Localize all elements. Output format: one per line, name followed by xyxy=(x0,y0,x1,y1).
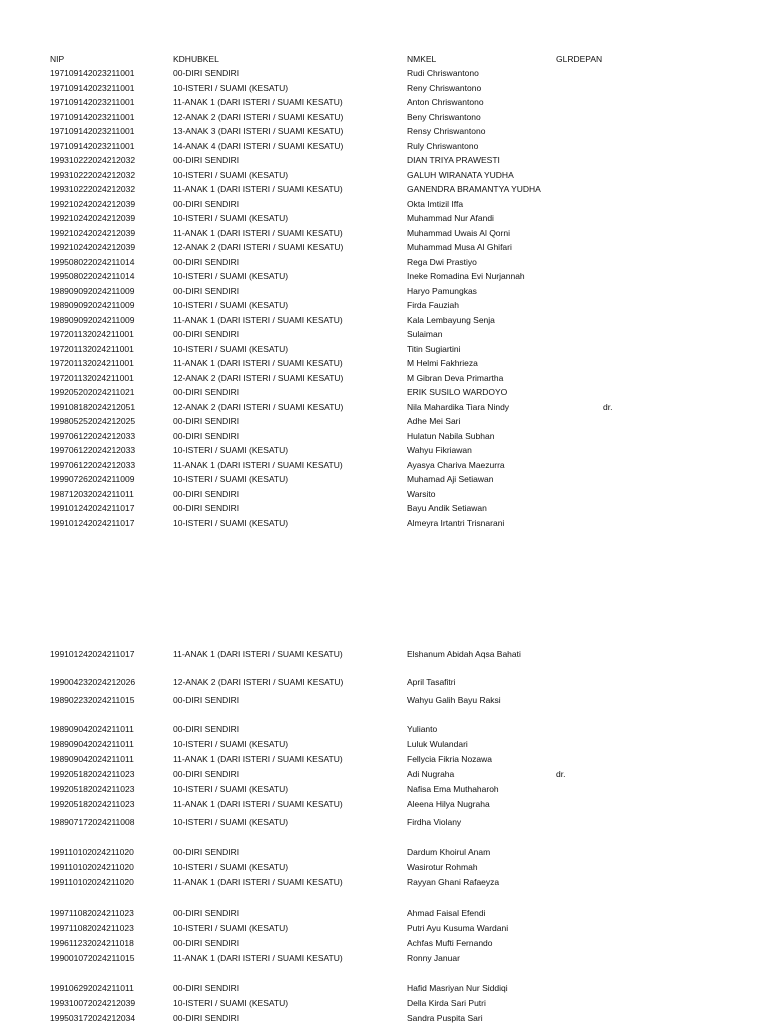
cell-nip: 199205182024211023 xyxy=(50,769,135,779)
table-row xyxy=(0,860,768,874)
cell-kdhubkel: 11-ANAK 1 (DARI ISTERI / SUAMI KESATU) xyxy=(173,228,343,238)
table-row xyxy=(0,342,768,356)
cell-nip: 199503172024212034 xyxy=(50,1013,136,1023)
cell-nip: 199101242024211017 xyxy=(50,649,135,659)
cell-kdhubkel: 11-ANAK 1 (DARI ISTERI / SUAMI KESATU) xyxy=(173,184,343,194)
cell-nip: 199110102024211020 xyxy=(50,862,134,872)
cell-nip: 199711082024211023 xyxy=(50,923,134,933)
cell-kdhubkel: 11-ANAK 1 (DARI ISTERI / SUAMI KESATU) xyxy=(173,315,343,325)
cell-nmkel: Ahmad Faisal Efendi xyxy=(407,908,486,918)
cell-kdhubkel: 11-ANAK 1 (DARI ISTERI / SUAMI KESATU) xyxy=(173,460,343,470)
cell-nmkel: Aleena Hilya Nugraha xyxy=(407,799,490,809)
cell-kdhubkel: 10-ISTERI / SUAMI (KESATU) xyxy=(173,300,289,310)
table-row xyxy=(0,921,768,935)
cell-kdhubkel: 12-ANAK 2 (DARI ISTERI / SUAMI KESATU) xyxy=(173,677,344,687)
cell-kdhubkel: 12-ANAK 2 (DARI ISTERI / SUAMI KESATU) xyxy=(173,112,344,122)
table-row xyxy=(0,458,768,472)
table-row xyxy=(0,298,768,312)
cell-nip: 197201132024211001 xyxy=(50,329,134,339)
cell-nip: 199205182024211023 xyxy=(50,799,135,809)
table-row xyxy=(0,240,768,254)
cell-nmkel: Almeyra Irtantri Trisnarani xyxy=(407,518,505,528)
cell-kdhubkel: 00-DIRI SENDIRI xyxy=(173,199,240,209)
table-row xyxy=(0,722,768,736)
cell-kdhubkel: 00-DIRI SENDIRI xyxy=(173,983,240,993)
cell-kdhubkel: 11-ANAK 1 (DARI ISTERI / SUAMI KESATU) xyxy=(173,649,343,659)
table-row xyxy=(0,197,768,211)
cell-nmkel: Ineke Romadina Evi Nurjannah xyxy=(407,271,525,281)
cell-nip: 198909042024211011 xyxy=(50,754,134,764)
cell-nmkel: Rega Dwi Prastiyo xyxy=(407,257,477,267)
table-row xyxy=(0,516,768,530)
table-row xyxy=(0,168,768,182)
table-row xyxy=(0,356,768,370)
cell-kdhubkel: 00-DIRI SENDIRI xyxy=(173,724,240,734)
cell-kdhubkel: 00-DIRI SENDIRI xyxy=(173,769,240,779)
cell-nmkel: Wasirotur Rohmah xyxy=(407,862,478,872)
cell-nmkel: M Gibran Deva Primartha xyxy=(407,373,504,383)
table-row xyxy=(0,385,768,399)
table-row xyxy=(0,936,768,950)
table-row xyxy=(0,501,768,515)
table-row xyxy=(0,153,768,167)
cell-kdhubkel: 00-DIRI SENDIRI xyxy=(173,1013,240,1023)
cell-kdhubkel: 12-ANAK 2 (DARI ISTERI / SUAMI KESATU) xyxy=(173,373,344,383)
table-row xyxy=(0,981,768,995)
cell-kdhubkel: 00-DIRI SENDIRI xyxy=(173,847,240,857)
table-row xyxy=(0,782,768,796)
cell-nmkel: Wahyu Fikriawan xyxy=(407,445,472,455)
table-row xyxy=(0,906,768,920)
cell-nmkel: Bayu Andik Setiawan xyxy=(407,503,487,513)
cell-nip: 199310222024212032 xyxy=(50,184,136,194)
cell-nmkel: Anton Chriswantono xyxy=(407,97,484,107)
cell-nip: 198909092024211009 xyxy=(50,315,135,325)
cell-kdhubkel: 00-DIRI SENDIRI xyxy=(173,155,240,165)
cell-nmkel: Rudi Chriswantono xyxy=(407,68,479,78)
cell-nmkel: Elshanum Abidah Aqsa Bahati xyxy=(407,649,521,659)
cell-nmkel: Ayasya Chariva Maezurra xyxy=(407,460,505,470)
table-row xyxy=(0,414,768,428)
cell-nip: 199210242024212039 xyxy=(50,199,136,209)
cell-nmkel: GANENDRA BRAMANTYA YUDHA xyxy=(407,184,541,194)
table-row xyxy=(0,284,768,298)
cell-nip: 199907262024211009 xyxy=(50,474,135,484)
cell-kdhubkel: 00-DIRI SENDIRI xyxy=(173,387,240,397)
cell-nmkel: Muhammad Musa Al Ghifari xyxy=(407,242,512,252)
cell-kdhubkel: 10-ISTERI / SUAMI (KESATU) xyxy=(173,271,289,281)
table-row xyxy=(0,182,768,196)
cell-kdhubkel: 00-DIRI SENDIRI xyxy=(173,416,240,426)
cell-kdhubkel: 10-ISTERI / SUAMI (KESATU) xyxy=(173,862,289,872)
cell-nmkel: Kala Lembayung Senja xyxy=(407,315,495,325)
cell-nip: 199310222024212032 xyxy=(50,170,136,180)
cell-nip: 199004232024212026 xyxy=(50,677,136,687)
cell-nip: 198909092024211009 xyxy=(50,286,135,296)
cell-kdhubkel: 10-ISTERI / SUAMI (KESATU) xyxy=(173,784,289,794)
cell-nmkel: Nila Mahardika Tiara Nindy xyxy=(407,402,510,412)
cell-nmkel: Titin Sugiartini xyxy=(407,344,461,354)
table-row xyxy=(0,996,768,1010)
table-row xyxy=(0,95,768,109)
cell-kdhubkel: 10-ISTERI / SUAMI (KESATU) xyxy=(173,445,289,455)
cell-nip: 199210242024212039 xyxy=(50,213,136,223)
table-row xyxy=(0,66,768,80)
cell-nmkel: Wahyu Galih Bayu Raksi xyxy=(407,695,501,705)
cell-nmkel: Haryo Pamungkas xyxy=(407,286,477,296)
cell-nip: 199706122024212033 xyxy=(50,445,136,455)
cell-nip: 199805252024212025 xyxy=(50,416,136,426)
cell-kdhubkel: 11-ANAK 1 (DARI ISTERI / SUAMI KESATU) xyxy=(173,358,343,368)
cell-kdhubkel: 10-ISTERI / SUAMI (KESATU) xyxy=(173,83,289,93)
cell-nmkel: Hulatun Nabila Subhan xyxy=(407,431,495,441)
cell-nmkel: Achfas Mufti Fernando xyxy=(407,938,493,948)
table-row xyxy=(0,752,768,766)
cell-nip: 197109142023211001 xyxy=(50,126,135,136)
cell-kdhubkel: 00-DIRI SENDIRI xyxy=(173,286,240,296)
cell-nip: 199706122024212033 xyxy=(50,460,136,470)
cell-nip: 197201132024211001 xyxy=(50,358,134,368)
cell-kdhubkel: 12-ANAK 2 (DARI ISTERI / SUAMI KESATU) xyxy=(173,402,344,412)
cell-kdhubkel: 10-ISTERI / SUAMI (KESATU) xyxy=(173,817,289,827)
cell-nmkel: Muhammad Nur Afandi xyxy=(407,213,494,223)
table-row xyxy=(0,400,768,414)
cell-nmkel: Yulianto xyxy=(407,724,438,734)
cell-nmkel: M Helmi Fakhrieza xyxy=(407,358,478,368)
cell-nmkel: Muhamad Aji Setiawan xyxy=(407,474,494,484)
table-row xyxy=(0,110,768,124)
table-row xyxy=(0,472,768,486)
cell-kdhubkel: 11-ANAK 1 (DARI ISTERI / SUAMI KESATU) xyxy=(173,97,343,107)
cell-nip: 199711082024211023 xyxy=(50,908,134,918)
cell-nip: 198909092024211009 xyxy=(50,300,135,310)
cell-nmkel: Adhe Mei Sari xyxy=(407,416,461,426)
cell-nmkel: Sandra Puspita Sari xyxy=(407,1013,483,1023)
cell-kdhubkel: 10-ISTERI / SUAMI (KESATU) xyxy=(173,923,289,933)
cell-kdhubkel: 00-DIRI SENDIRI xyxy=(173,938,240,948)
table-row xyxy=(0,124,768,138)
cell-nmkel: Fellycia Fikria Nozawa xyxy=(407,754,493,764)
table-row xyxy=(0,313,768,327)
cell-kdhubkel: 10-ISTERI / SUAMI (KESATU) xyxy=(173,739,289,749)
cell-nmkel: Beny Chriswantono xyxy=(407,112,481,122)
cell-kdhubkel: 00-DIRI SENDIRI xyxy=(173,257,240,267)
cell-nip: 199210242024212039 xyxy=(50,242,136,252)
cell-nmkel: Adi Nugraha xyxy=(407,769,455,779)
cell-kdhubkel: 10-ISTERI / SUAMI (KESATU) xyxy=(173,213,289,223)
cell-nip: 199205182024211023 xyxy=(50,784,135,794)
cell-nmkel: GALUH WIRANATA YUDHA xyxy=(407,170,514,180)
cell-nip: 199310222024212032 xyxy=(50,155,136,165)
table-row xyxy=(0,226,768,240)
column-header-nip: NIP xyxy=(50,54,65,64)
table-row xyxy=(0,797,768,811)
table-row xyxy=(0,875,768,889)
cell-nip: 199110102024211020 xyxy=(50,847,134,857)
cell-nip: 199101242024211017 xyxy=(50,518,135,528)
column-header-kdhubkel: KDHUBKEL xyxy=(173,54,219,64)
cell-kdhubkel: 10-ISTERI / SUAMI (KESATU) xyxy=(173,998,289,1008)
cell-nip: 199101242024211017 xyxy=(50,503,135,513)
cell-nip: 198902232024211015 xyxy=(50,695,135,705)
cell-kdhubkel: 00-DIRI SENDIRI xyxy=(173,68,240,78)
cell-nip: 199108182024212051 xyxy=(50,402,136,412)
column-header-nmkel: NMKEL xyxy=(407,54,437,64)
cell-kdhubkel: 00-DIRI SENDIRI xyxy=(173,431,240,441)
table-row xyxy=(0,845,768,859)
cell-kdhubkel: 00-DIRI SENDIRI xyxy=(173,695,240,705)
table-row xyxy=(0,647,768,661)
cell-nip: 197201132024211001 xyxy=(50,373,134,383)
cell-nip: 199110102024211020 xyxy=(50,877,134,887)
cell-nip: 197201132024211001 xyxy=(50,344,134,354)
cell-nmkel: Luluk Wulandari xyxy=(407,739,468,749)
cell-kdhubkel: 00-DIRI SENDIRI xyxy=(173,329,240,339)
cell-nip: 199508022024211014 xyxy=(50,257,135,267)
table-row xyxy=(0,443,768,457)
table-row xyxy=(0,767,768,781)
cell-glrdepan: dr. xyxy=(603,402,613,412)
cell-nip: 199310072024212039 xyxy=(50,998,136,1008)
cell-kdhubkel: 12-ANAK 2 (DARI ISTERI / SUAMI KESATU) xyxy=(173,242,344,252)
cell-kdhubkel: 13-ANAK 3 (DARI ISTERI / SUAMI KESATU) xyxy=(173,126,344,136)
cell-kdhubkel: 11-ANAK 1 (DARI ISTERI / SUAMI KESATU) xyxy=(173,877,343,887)
cell-kdhubkel: 11-ANAK 1 (DARI ISTERI / SUAMI KESATU) xyxy=(173,799,343,809)
cell-nmkel: Firdha Violany xyxy=(407,817,462,827)
table-row xyxy=(0,81,768,95)
cell-nmkel: Rayyan Ghani Rafaeyza xyxy=(407,877,500,887)
cell-nmkel: Rensy Chriswantono xyxy=(407,126,486,136)
cell-nip: 198909042024211011 xyxy=(50,724,134,734)
cell-nmkel: Ronny Januar xyxy=(407,953,460,963)
cell-glrdepan: dr. xyxy=(556,769,566,779)
cell-kdhubkel: 00-DIRI SENDIRI xyxy=(173,908,240,918)
table-row xyxy=(0,211,768,225)
table-row xyxy=(0,815,768,829)
cell-nip: 197109142023211001 xyxy=(50,97,135,107)
cell-nmkel: Hafid Masriyan Nur Siddiqi xyxy=(407,983,508,993)
cell-nmkel: Putri Ayu Kusuma Wardani xyxy=(407,923,509,933)
cell-nip: 197109142023211001 xyxy=(50,112,135,122)
cell-kdhubkel: 11-ANAK 1 (DARI ISTERI / SUAMI KESATU) xyxy=(173,953,343,963)
cell-nmkel: Della Kirda Sari Putri xyxy=(407,998,486,1008)
table-row xyxy=(0,429,768,443)
cell-nip: 199001072024211015 xyxy=(50,953,135,963)
cell-nmkel: Nafisa Ema Muthaharoh xyxy=(407,784,499,794)
cell-nmkel: Ruly Chriswantono xyxy=(407,141,479,151)
cell-nmkel: Warsito xyxy=(407,489,436,499)
cell-kdhubkel: 10-ISTERI / SUAMI (KESATU) xyxy=(173,170,289,180)
table-row xyxy=(0,139,768,153)
cell-nip: 197109142023211001 xyxy=(50,68,135,78)
cell-nmkel: Muhammad Uwais Al Qorni xyxy=(407,228,510,238)
column-header-glrdepan: GLRDEPAN xyxy=(556,54,603,64)
table-row xyxy=(0,737,768,751)
cell-nmkel: Okta Imtizil Iffa xyxy=(407,199,464,209)
cell-nmkel: ERIK SUSILO WARDOYO xyxy=(407,387,508,397)
table-row xyxy=(0,269,768,283)
cell-nip: 199106292024211011 xyxy=(50,983,134,993)
cell-kdhubkel: 10-ISTERI / SUAMI (KESATU) xyxy=(173,344,289,354)
table-row xyxy=(0,371,768,385)
cell-nmkel: Sulaiman xyxy=(407,329,443,339)
cell-kdhubkel: 00-DIRI SENDIRI xyxy=(173,489,240,499)
cell-nip: 198909042024211011 xyxy=(50,739,134,749)
cell-kdhubkel: 00-DIRI SENDIRI xyxy=(173,503,240,513)
cell-kdhubkel: 10-ISTERI / SUAMI (KESATU) xyxy=(173,518,289,528)
cell-nip: 199508022024211014 xyxy=(50,271,135,281)
cell-nip: 198907172024211008 xyxy=(50,817,135,827)
cell-nmkel: Reny Chriswantono xyxy=(407,83,482,93)
table-row xyxy=(0,255,768,269)
cell-nip: 199205202024211021 xyxy=(50,387,135,397)
cell-kdhubkel: 10-ISTERI / SUAMI (KESATU) xyxy=(173,474,289,484)
cell-kdhubkel: 14-ANAK 4 (DARI ISTERI / SUAMI KESATU) xyxy=(173,141,344,151)
cell-nip: 199210242024212039 xyxy=(50,228,136,238)
table-row xyxy=(0,951,768,965)
cell-nmkel: Firda Fauziah xyxy=(407,300,459,310)
table-row xyxy=(0,693,768,707)
cell-nip: 198712032024211011 xyxy=(50,489,134,499)
cell-nip: 199611232024211018 xyxy=(50,938,134,948)
cell-nmkel: DIAN TRIYA PRAWESTI xyxy=(407,155,500,165)
header-row xyxy=(0,52,768,66)
cell-nip: 197109142023211001 xyxy=(50,141,135,151)
cell-nmkel: April Tasafitri xyxy=(407,677,456,687)
cell-kdhubkel: 11-ANAK 1 (DARI ISTERI / SUAMI KESATU) xyxy=(173,754,343,764)
table-row xyxy=(0,675,768,689)
table-row xyxy=(0,1011,768,1025)
table-row xyxy=(0,487,768,501)
cell-nip: 197109142023211001 xyxy=(50,83,135,93)
cell-nmkel: Dardum Khoirul Anam xyxy=(407,847,491,857)
cell-nip: 199706122024212033 xyxy=(50,431,136,441)
table-row xyxy=(0,327,768,341)
